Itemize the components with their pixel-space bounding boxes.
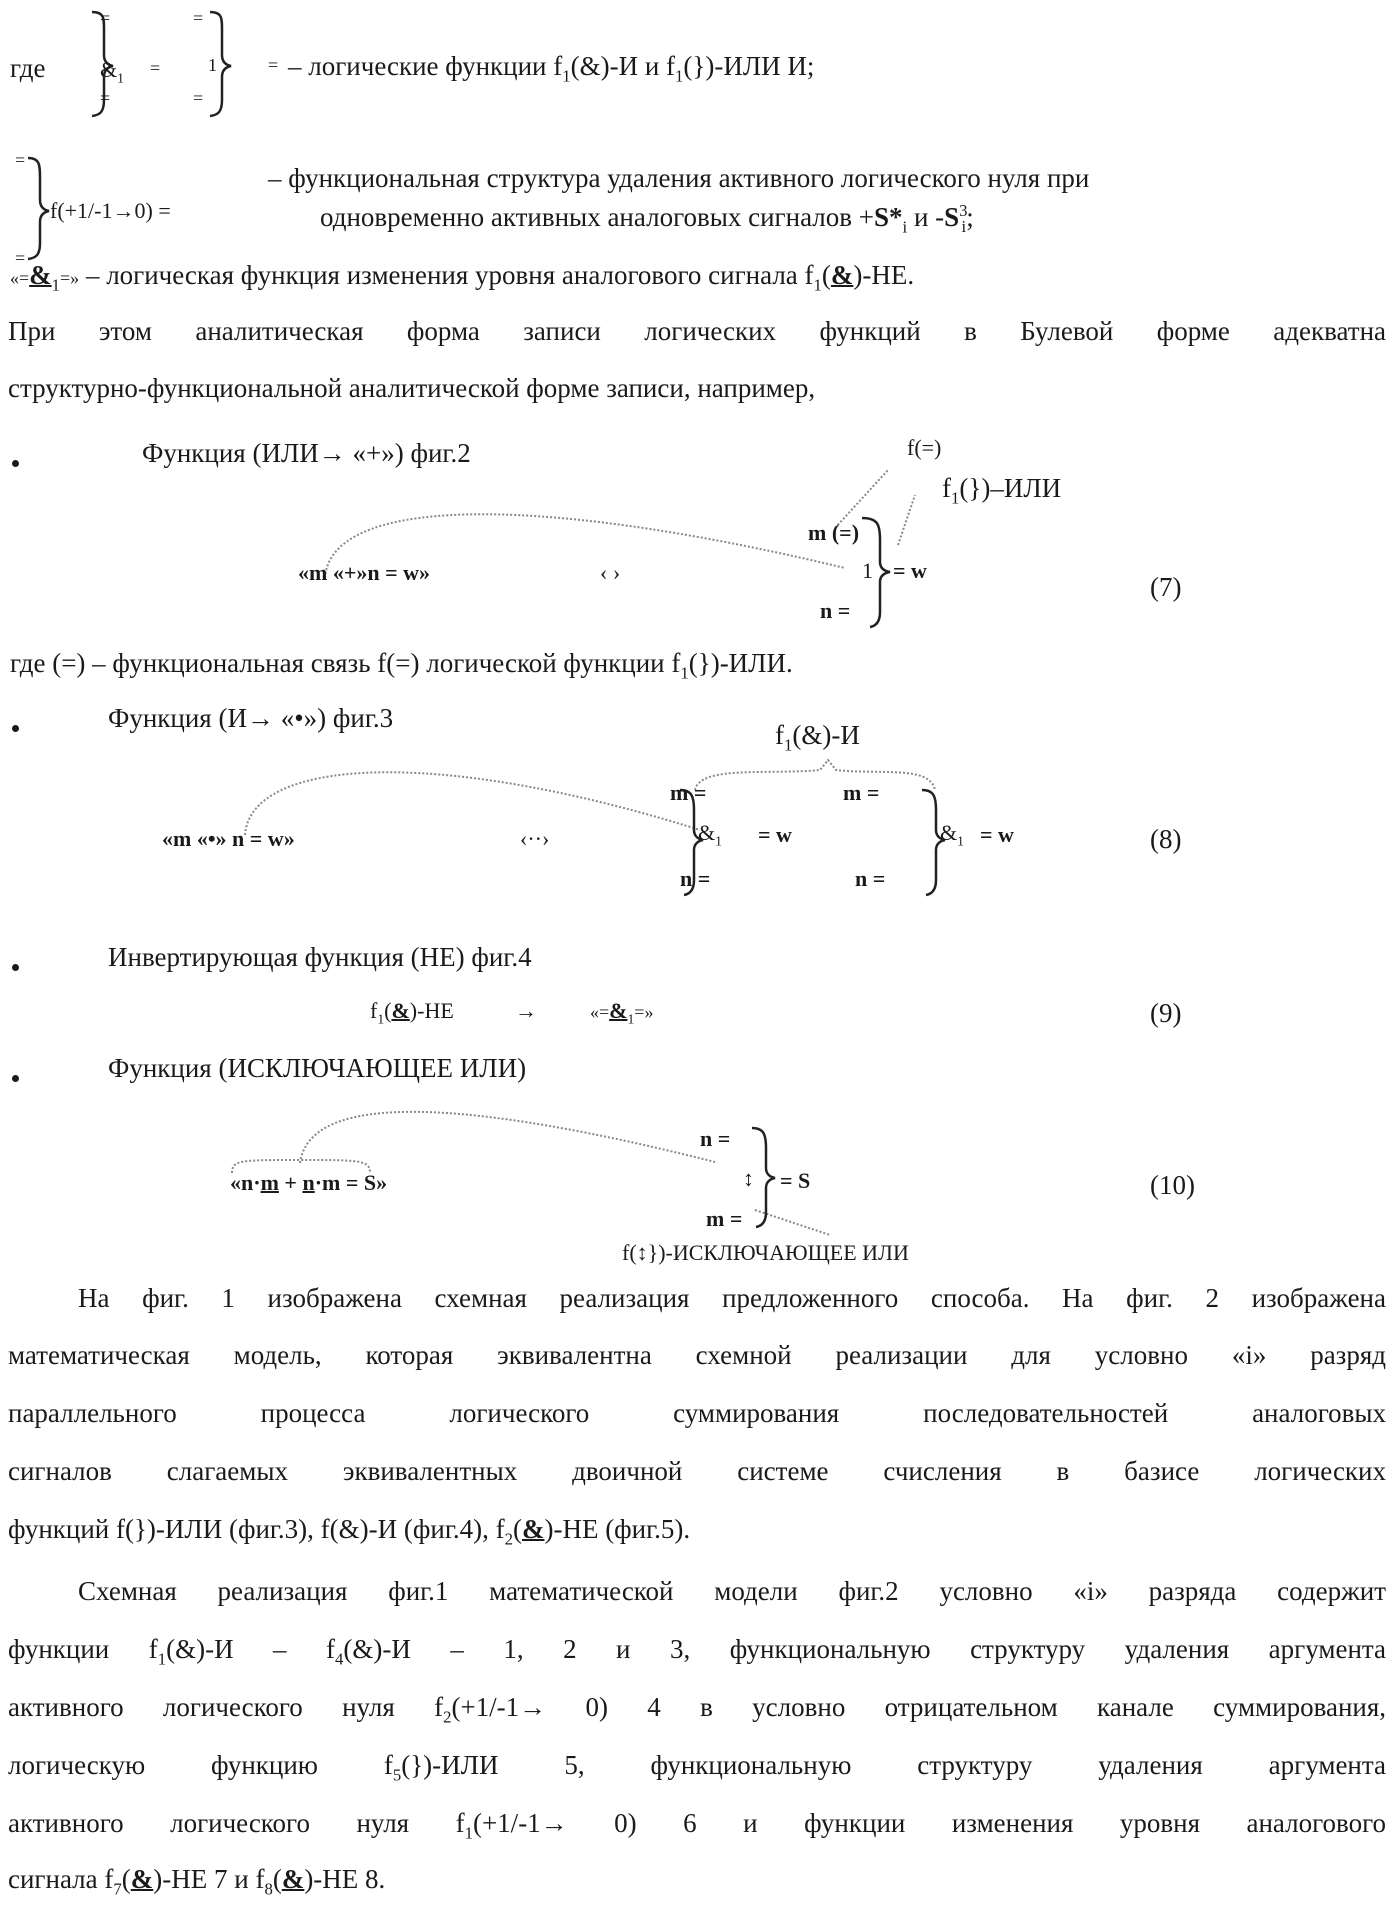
eq7-number: (7) <box>1150 572 1181 603</box>
para1-line: На фиг. 1 изображена схемная реализация предложенного способа. На фиг. 2 изображена <box>78 1285 1386 1312</box>
eq10-curve <box>300 1112 715 1163</box>
eq9-number: (9) <box>1150 998 1181 1029</box>
eq10-n-eq: n = <box>700 1128 730 1150</box>
brace2-top: = <box>193 8 203 29</box>
eq8-n1: n = <box>680 868 710 890</box>
para1-line: сигналов слагаемых эквивалентных двоичной системе счисления в базисе логических <box>8 1458 1386 1485</box>
eq8-number: (8) <box>1150 824 1181 855</box>
brace3-top: = <box>15 150 25 171</box>
bullet <box>12 460 19 467</box>
eq7-where: где (=) – функциональная связь f(=) логической функции f1(})-ИЛИ. <box>10 650 793 682</box>
eq8-m1: m = <box>670 782 706 804</box>
brace1-mid: &1 <box>100 57 124 86</box>
eq7-f-eq: f(=) <box>907 437 941 459</box>
eq8-amp1: &1 <box>698 822 722 848</box>
eq8-amp2: &1 <box>940 822 964 848</box>
eq10-lhs: «n·m + n·m = S» <box>230 1172 387 1194</box>
brace3-bot: = <box>15 248 25 269</box>
def-structure-line1: – функциональная структура удаления активного логического нуля при <box>268 165 1089 192</box>
bullet <box>12 725 19 732</box>
eq10-updown: ↕ <box>743 1168 754 1190</box>
bullet <box>12 964 19 971</box>
para1-line: параллельного процесса логического суммирования последовательностей аналоговых <box>8 1400 1386 1427</box>
eq7-one: 1 <box>862 560 873 582</box>
eq8-eq-w2: = w <box>980 824 1014 846</box>
eq8-eq-w1: = w <box>758 824 792 846</box>
eq10-number: (10) <box>1150 1170 1195 1201</box>
brace3-label: f(+1/-1→0) = <box>50 200 171 222</box>
eq7-heading: Функция (ИЛИ→ «+») фиг.2 <box>142 440 471 467</box>
eq8-m2: m = <box>843 782 879 804</box>
eq8-arrow: ‹··› <box>520 828 549 850</box>
eq7-arrow-f1 <box>898 495 915 545</box>
brace1-bot: = <box>100 88 110 109</box>
eq8-overbrace <box>695 760 935 790</box>
eq8-n2: n = <box>855 868 885 890</box>
brace1-out: = <box>150 58 160 79</box>
para1-last-line: функций f(})-ИЛИ (фиг.3), f(&)-И (фиг.4), f2(&)-НЕ (фиг.5). <box>8 1516 690 1548</box>
eq8-heading: Функция (И→ «•») фиг.3 <box>108 705 393 732</box>
eq7-arrow: ‹ › <box>600 562 620 584</box>
eq8-curve <box>245 772 700 835</box>
eq7-m-eq: m (=) <box>808 522 859 544</box>
eq7-f1-or: f1(})–ИЛИ <box>942 475 1061 507</box>
intro-line2: структурно-функциональной аналитической форме записи, например, <box>8 375 1386 402</box>
para2-line2: функции f1(&)-И – f4(&)-И – 1, 2 и 3, функциональную структуру удаления аргумента <box>8 1636 1386 1668</box>
eq9-heading: Инвертирующая функция (НЕ) фиг.4 <box>108 944 532 971</box>
brace2-bot: = <box>193 88 203 109</box>
eq9-lhs: f1(&)-НЕ <box>370 1000 454 1026</box>
para2-line6: сигнала f7(&)-НЕ 7 и f8(&)-НЕ 8. <box>8 1866 385 1898</box>
eq7-n-eq: n = <box>820 600 850 622</box>
para2-line1: Схемная реализация фиг.1 математической модели фиг.2 условно «i» разряда содержит <box>78 1578 1386 1605</box>
eq10-heading: Функция (ИСКЛЮЧАЮЩЕЕ ИЛИ) <box>108 1055 526 1082</box>
eq9-arrow: → <box>515 1000 537 1022</box>
intro-line1: При этом аналитическая форма записи логических функций в Булевой форме адекватна <box>8 318 1386 345</box>
eq10-label: f(↕})-ИСКЛЮЧАЮЩЕЕ ИЛИ <box>622 1242 909 1264</box>
eq10-eq-s: = S <box>780 1170 810 1192</box>
para1-line: математическая модель, которая эквивалентна схемной реализации для условно «i» разряд <box>8 1342 1386 1369</box>
eq8-lhs: «m «•» n = w» <box>162 828 295 850</box>
eq10-arrow-down <box>755 1210 830 1235</box>
para2-line3: активного логического нуля f2(+1/-1→ 0) 4 в условно отрицательном канале суммирования, <box>8 1694 1386 1726</box>
eq7-lhs: «m «+»n = w» <box>298 562 430 584</box>
brace2-out: = <box>268 55 278 76</box>
eq10-m-eq: m = <box>706 1208 742 1230</box>
def-logic-functions: – логические функции f1(&)-И и f1(})-ИЛИ И; <box>288 53 814 85</box>
def-level-change: «=&1=» – логическая функция изменения уровня аналогового сигнала f1(&)-НЕ. <box>10 262 914 294</box>
para2-line4: логическую функцию f5(})-ИЛИ 5, функциональную структуру удаления аргумента <box>8 1752 1386 1784</box>
brace1-top: = <box>100 8 110 29</box>
eq7-eq-w: = w <box>893 560 927 582</box>
where-label: где <box>10 55 45 82</box>
para2-line5: активного логического нуля f1(+1/-1→ 0) 6 и функции изменения уровня аналогового <box>8 1810 1386 1842</box>
eq9-rhs: «=&1=» <box>590 1000 653 1026</box>
def-structure-line2: одновременно активных аналоговых сигналов +S*i и -S3i; <box>320 203 974 236</box>
brace2-mid: 1 <box>208 55 217 76</box>
eq8-label: f1(&)-И <box>775 722 860 754</box>
bullet <box>12 1075 19 1082</box>
